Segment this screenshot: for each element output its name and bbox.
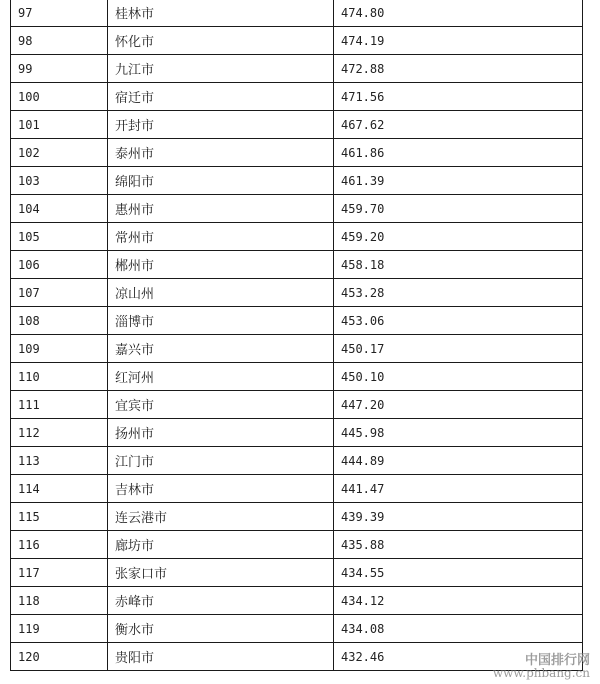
rank-cell: 111	[11, 391, 108, 419]
rank-cell: 120	[11, 643, 108, 671]
city-cell: 惠州市	[108, 195, 334, 223]
table-row	[11, 55, 583, 83]
table-row	[11, 363, 583, 391]
table-row	[11, 251, 583, 279]
value-cell: 458.18	[334, 251, 583, 279]
value-cell: 434.12	[334, 587, 583, 615]
value-cell: 461.39	[334, 167, 583, 195]
value-cell: 450.10	[334, 363, 583, 391]
table-row	[11, 335, 583, 363]
table-row	[11, 307, 583, 335]
rank-cell: 109	[11, 335, 108, 363]
city-cell: 淄博市	[108, 307, 334, 335]
table-row	[11, 419, 583, 447]
table-row	[11, 615, 583, 643]
table-row	[11, 531, 583, 559]
table-row	[11, 83, 583, 111]
value-cell: 461.86	[334, 139, 583, 167]
value-cell: 453.28	[334, 279, 583, 307]
rank-cell: 99	[11, 55, 108, 83]
table-row	[11, 587, 583, 615]
city-cell: 怀化市	[108, 27, 334, 55]
table-row	[11, 111, 583, 139]
city-cell: 赤峰市	[108, 587, 334, 615]
rank-cell: 113	[11, 447, 108, 475]
city-cell: 常州市	[108, 223, 334, 251]
rank-cell: 98	[11, 27, 108, 55]
value-cell: 474.19	[334, 27, 583, 55]
rank-cell: 114	[11, 475, 108, 503]
value-cell: 450.17	[334, 335, 583, 363]
table-row	[11, 27, 583, 55]
city-cell: 贵阳市	[108, 643, 334, 671]
city-cell: 九江市	[108, 55, 334, 83]
city-cell: 扬州市	[108, 419, 334, 447]
city-cell: 绵阳市	[108, 167, 334, 195]
table-row	[11, 139, 583, 167]
rank-cell: 110	[11, 363, 108, 391]
value-cell: 445.98	[334, 419, 583, 447]
ranking-table	[10, 0, 583, 671]
value-cell: 459.20	[334, 223, 583, 251]
value-cell: 467.62	[334, 111, 583, 139]
rank-cell: 116	[11, 531, 108, 559]
city-cell: 吉林市	[108, 475, 334, 503]
watermark-site-name: 中国排行网	[524, 652, 590, 668]
table-row	[11, 195, 583, 223]
city-cell: 张家口市	[108, 559, 334, 587]
rank-cell: 107	[11, 279, 108, 307]
ranking-table-container	[10, 0, 582, 671]
city-cell: 凉山州	[108, 279, 334, 307]
value-cell: 447.20	[334, 391, 583, 419]
watermark-site-url: www.phbang.cn	[492, 666, 590, 681]
rank-cell: 103	[11, 167, 108, 195]
value-cell: 453.06	[334, 307, 583, 335]
value-cell: 432.46	[334, 643, 583, 671]
city-cell: 桂林市	[108, 0, 334, 27]
rank-cell: 104	[11, 195, 108, 223]
rank-cell: 119	[11, 615, 108, 643]
rank-cell: 115	[11, 503, 108, 531]
value-cell: 434.08	[334, 615, 583, 643]
table-row	[11, 223, 583, 251]
site-watermark	[493, 654, 590, 680]
rank-cell: 112	[11, 419, 108, 447]
table-row	[11, 503, 583, 531]
city-cell: 连云港市	[108, 503, 334, 531]
table-row	[11, 0, 583, 27]
rank-cell: 102	[11, 139, 108, 167]
rank-cell: 101	[11, 111, 108, 139]
rank-cell: 108	[11, 307, 108, 335]
city-cell: 泰州市	[108, 139, 334, 167]
city-cell: 郴州市	[108, 251, 334, 279]
table-row	[11, 475, 583, 503]
city-cell: 廊坊市	[108, 531, 334, 559]
city-cell: 红河州	[108, 363, 334, 391]
table-row	[11, 391, 583, 419]
city-cell: 江门市	[108, 447, 334, 475]
value-cell: 459.70	[334, 195, 583, 223]
city-cell: 宜宾市	[108, 391, 334, 419]
value-cell: 472.88	[334, 55, 583, 83]
rank-cell: 118	[11, 587, 108, 615]
city-cell: 开封市	[108, 111, 334, 139]
city-cell: 衡水市	[108, 615, 334, 643]
value-cell: 435.88	[334, 531, 583, 559]
table-row	[11, 167, 583, 195]
ranking-table-body	[11, 0, 583, 671]
city-cell: 嘉兴市	[108, 335, 334, 363]
value-cell: 471.56	[334, 83, 583, 111]
table-row	[11, 447, 583, 475]
rank-cell: 97	[11, 0, 108, 27]
table-row	[11, 559, 583, 587]
value-cell: 474.80	[334, 0, 583, 27]
rank-cell: 100	[11, 83, 108, 111]
rank-cell: 106	[11, 251, 108, 279]
value-cell: 444.89	[334, 447, 583, 475]
rank-cell: 105	[11, 223, 108, 251]
value-cell: 434.55	[334, 559, 583, 587]
value-cell: 439.39	[334, 503, 583, 531]
rank-cell: 117	[11, 559, 108, 587]
table-row	[11, 279, 583, 307]
city-cell: 宿迁市	[108, 83, 334, 111]
value-cell: 441.47	[334, 475, 583, 503]
